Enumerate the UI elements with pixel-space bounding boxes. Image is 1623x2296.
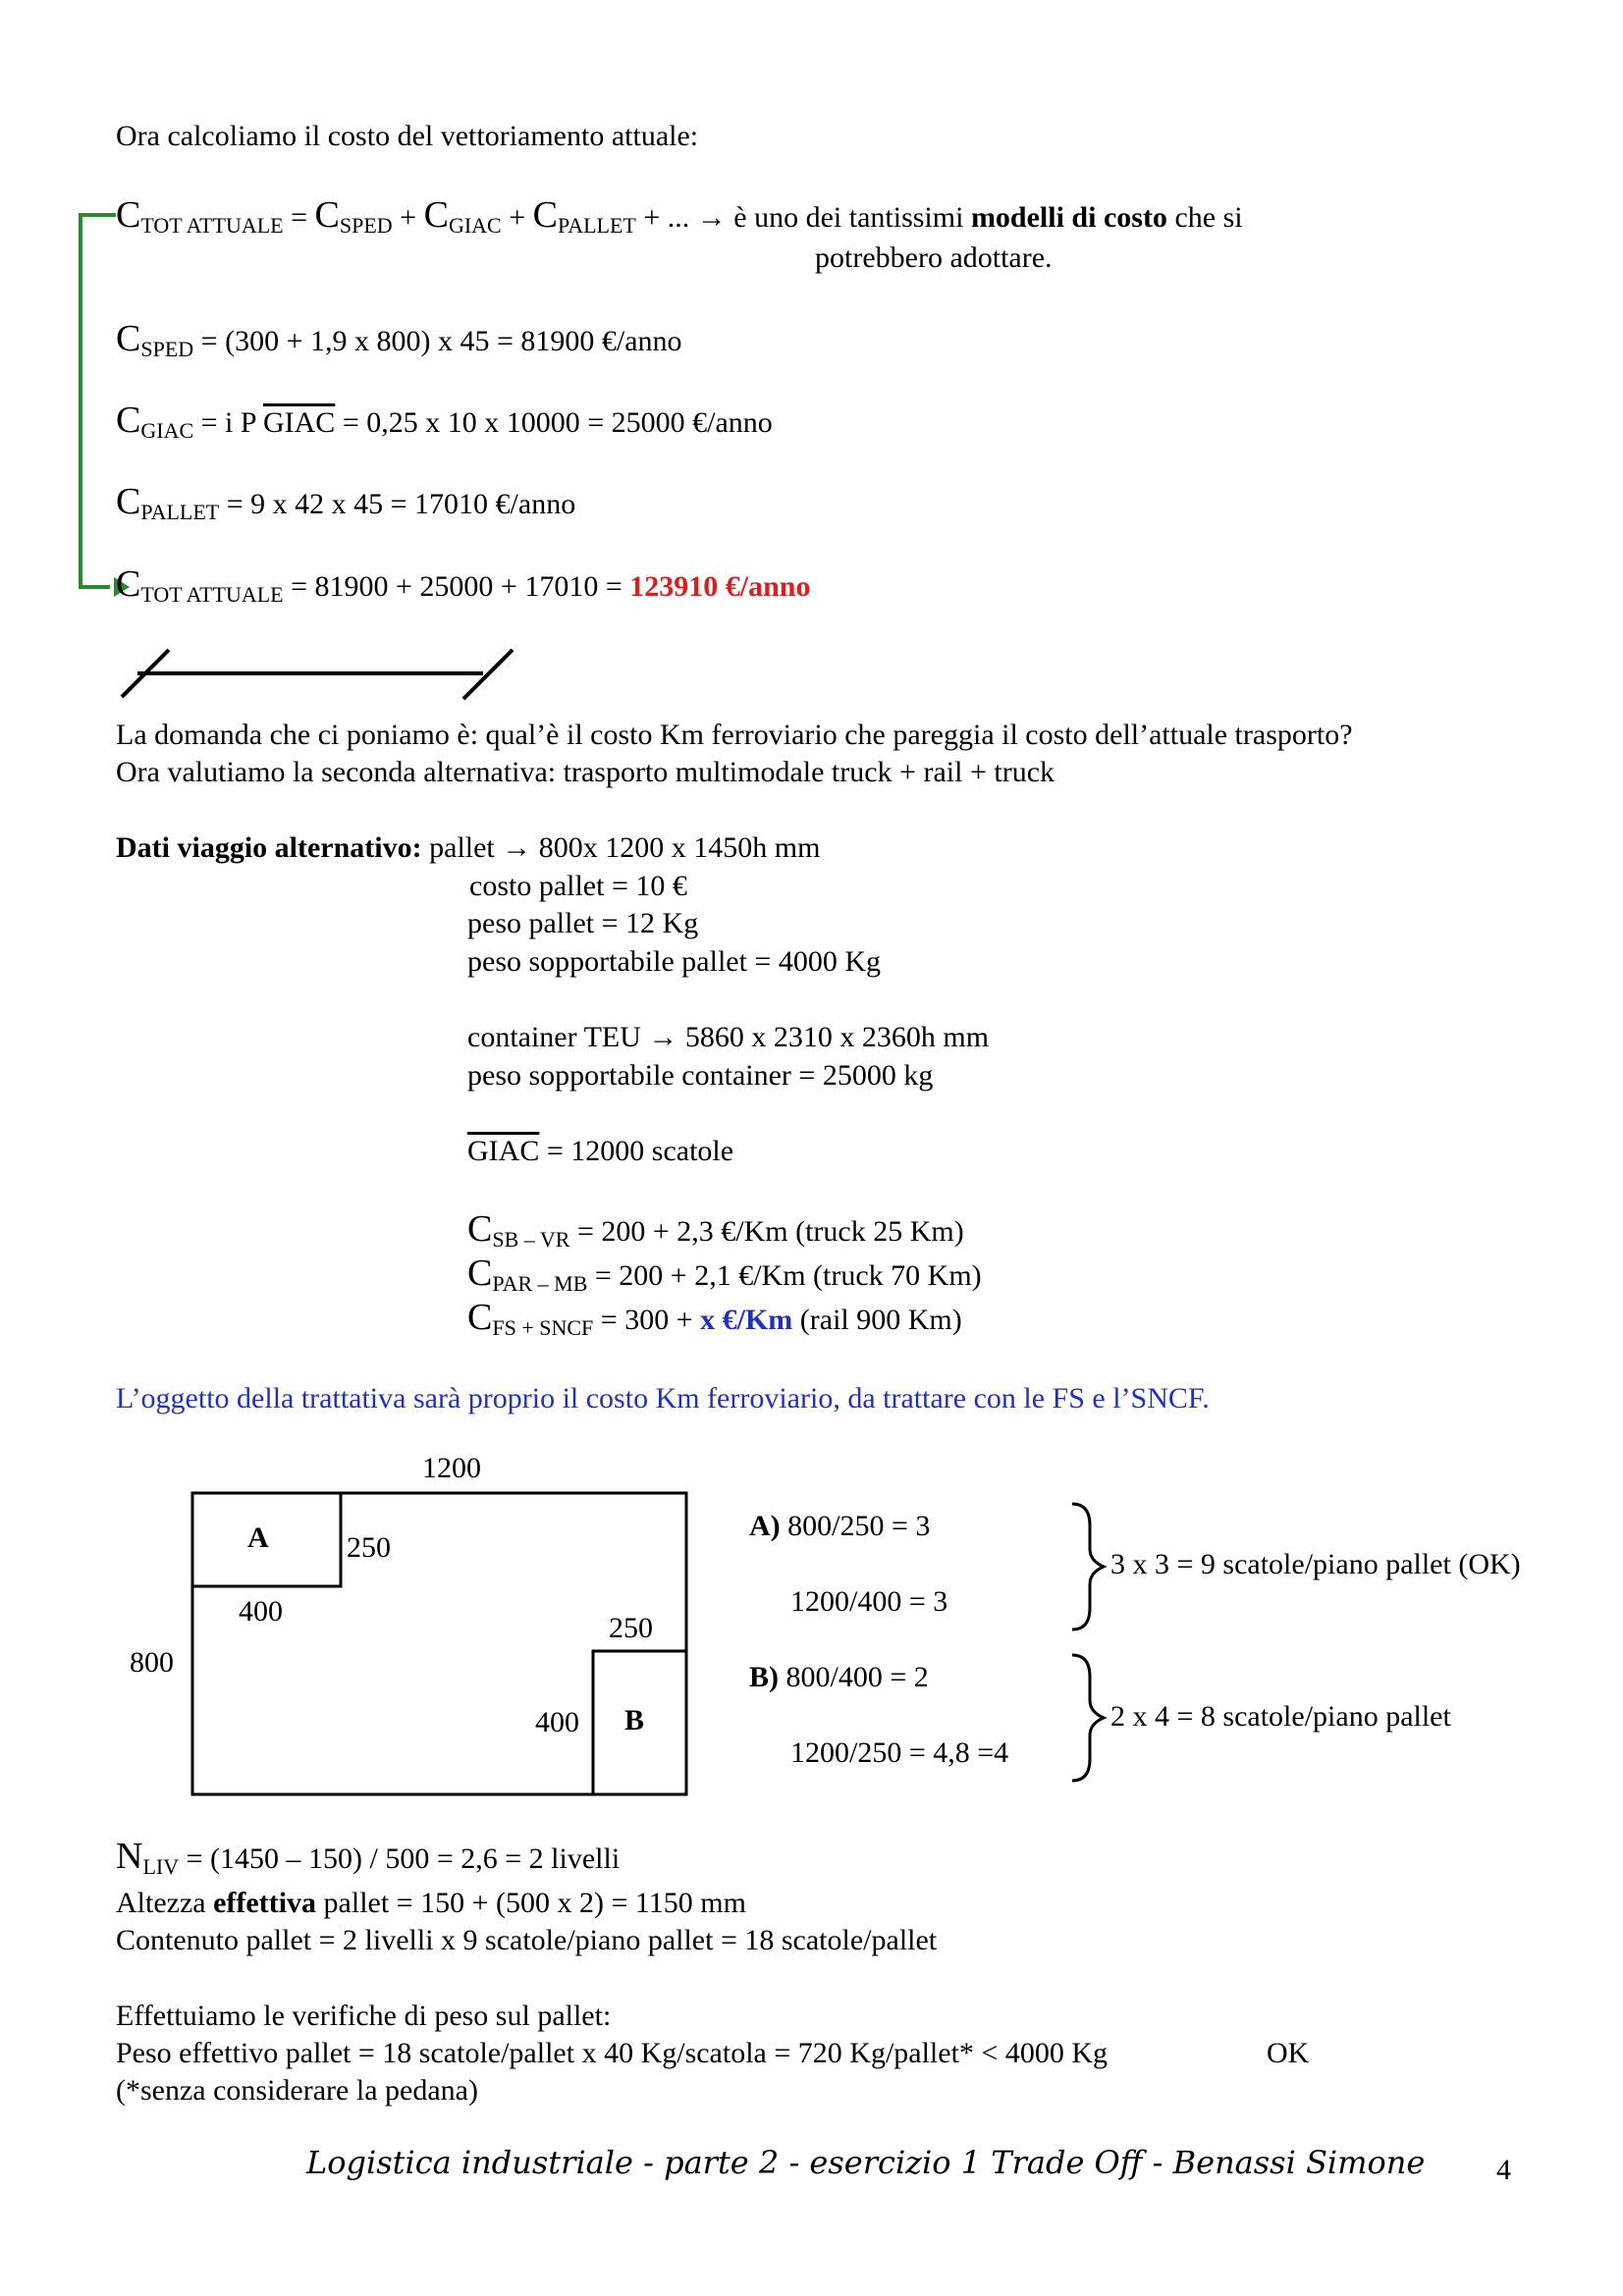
calc-a-line2: 1200/400 = 3 — [790, 1585, 948, 1618]
subscript: SPED — [339, 213, 393, 238]
c-symbol: C — [116, 563, 141, 605]
subscript: TOT ATTUALE — [140, 582, 284, 607]
question-text: La domanda che ci poniamo è: qual’è il costo Km ferroviario che pareggia il costo dell’attuale trasporto? — [116, 719, 1353, 751]
total-result: 123910 €/anno — [629, 570, 811, 603]
checks-intro: Effettuiamo le verifiche di peso sul pallet: — [116, 2000, 612, 2032]
formula-total-current — [116, 192, 1243, 240]
note-text: è uno dei tantissimi — [726, 201, 971, 234]
c-symbol: C — [116, 400, 141, 441]
pallet-text: pallet — [429, 831, 503, 864]
note-text: che si — [1166, 201, 1243, 234]
cost-rest: = 200 + 2,1 €/Km (truck 70 Km) — [587, 1259, 982, 1292]
height-post: pallet = 150 + (500 x 2) = 1150 mm — [316, 1887, 746, 1919]
container-text: container TEU — [467, 1021, 649, 1053]
subscript: LIV — [142, 1854, 180, 1879]
brace-b — [1072, 1655, 1104, 1781]
c-symbol: C — [467, 1253, 493, 1294]
formula-rest: = (300 + 1,9 x 800) x 45 = 81900 €/anno — [193, 325, 682, 357]
box-a-bottom-label: 400 — [239, 1595, 283, 1628]
container-dim: 5860 x 2310 x 2360h mm — [677, 1021, 990, 1053]
cost-rail — [467, 1295, 962, 1342]
alternative-text: Ora valutiamo la seconda alternativa: trasporto multimodale truck + rail + truck — [116, 756, 1055, 788]
formula-total-result — [116, 561, 811, 609]
cost-sb-vr — [467, 1206, 964, 1254]
subscript: SPED — [140, 337, 194, 361]
c-symbol: C — [116, 194, 141, 236]
separator-symbol — [122, 650, 513, 699]
height-line — [116, 1885, 746, 1922]
giac-value: = 12000 scatole — [539, 1135, 734, 1167]
subscript: PALLET — [558, 213, 636, 238]
n-symbol: N — [116, 1836, 143, 1877]
right-arrow-icon: → — [502, 831, 532, 864]
formula-giac — [116, 398, 773, 445]
trip-label: Dati viaggio alternativo: — [116, 831, 422, 864]
note-line2: potrebbero adottare. — [815, 241, 1053, 274]
formula-pallet — [116, 479, 575, 526]
cost-variable: x €/Km — [700, 1304, 793, 1336]
right-arrow-icon: → — [648, 1021, 678, 1053]
plus: + — [392, 201, 424, 234]
levels-rest: = (1450 – 150) / 500 = 2,6 = 2 livelli — [179, 1842, 621, 1875]
box-b-top-label: 250 — [609, 1612, 653, 1644]
cost-pre: = 300 + — [593, 1304, 701, 1336]
calc-b-line2: 1200/250 = 4,8 =4 — [790, 1736, 1009, 1769]
checks-line: Peso effettivo pallet = 18 scatole/pallet x 40 Kg/scatola = 720 Kg/pallet* < 4000 Kg — [116, 2037, 1108, 2069]
subscript: GIAC — [140, 418, 194, 443]
calc-a-line1 — [749, 1508, 930, 1545]
calc-a1: 800/250 = 3 — [780, 1510, 931, 1542]
giac-overline: GIAC — [467, 1135, 540, 1167]
calc-a-result: 3 x 3 = 9 scatole/piano pallet (OK) — [1110, 1548, 1521, 1580]
intro-text: Ora calcoliamo il costo del vettoriamento attuale: — [116, 120, 699, 152]
curly-braces — [1072, 1504, 1104, 1781]
height-bold: effettiva — [213, 1887, 317, 1919]
calc-b-result: 2 x 4 = 8 scatole/piano pallet — [1110, 1700, 1451, 1733]
ellipsis: + ... — [635, 201, 697, 234]
calc-a-label: A) — [749, 1510, 781, 1542]
c-symbol: C — [116, 318, 141, 359]
page-number: 4 — [1496, 2154, 1511, 2186]
pallet-dim: 800x 1200 x 1450h mm — [531, 831, 821, 864]
height-pre: Altezza — [116, 1887, 214, 1919]
equals: = — [283, 201, 315, 234]
negotiation-text: L’oggetto della trattativa sarà proprio il costo Km ferroviario, da trattare con le FS e l’SNCF. — [116, 1382, 1210, 1415]
plus: + — [501, 201, 533, 234]
c-symbol: C — [467, 1297, 493, 1338]
container-weight: peso sopportabile container = 25000 kg — [467, 1059, 934, 1092]
box-b-label: B — [624, 1704, 645, 1736]
cost-rest: = 200 + 2,3 €/Km (truck 25 Km) — [569, 1215, 964, 1248]
box-a-side-label: 250 — [347, 1531, 391, 1564]
subscript: TOT ATTUALE — [140, 213, 284, 238]
c-symbol: C — [467, 1208, 493, 1250]
checks-note: (*senza considerare la pedana) — [116, 2074, 478, 2107]
right-arrow-icon: → — [696, 201, 727, 234]
pallet-max-weight: peso sopportabile pallet = 4000 Kg — [467, 945, 882, 978]
diagram-width-label: 1200 — [422, 1452, 481, 1484]
subscript: PAR – MB — [492, 1271, 588, 1296]
cost-par-mb — [467, 1251, 982, 1298]
calc-b-line1 — [749, 1659, 929, 1696]
formula-rest: = 0,25 x 10 x 10000 = 25000 €/anno — [335, 406, 773, 439]
content-line: Contenuto pallet = 2 livelli x 9 scatole/piano pallet = 18 scatole/pallet — [116, 1924, 938, 1956]
checks-ok: OK — [1267, 2037, 1310, 2069]
trip-label-line — [116, 829, 820, 867]
c-symbol: C — [314, 194, 340, 236]
subscript: PALLET — [140, 500, 220, 524]
pallet-weight: peso pallet = 12 Kg — [467, 907, 699, 939]
box-a-label: A — [247, 1522, 269, 1554]
subscript: FS + SNCF — [492, 1315, 594, 1340]
cost-post: (rail 900 Km) — [792, 1304, 962, 1336]
subscript: GIAC — [448, 213, 502, 238]
c-symbol: C — [532, 194, 559, 236]
container-line — [467, 1019, 989, 1056]
formula-rest: = 81900 + 25000 + 17010 = — [283, 570, 630, 603]
giac-overline: GIAC — [262, 406, 336, 439]
box-b-left-label: 400 — [535, 1706, 579, 1738]
c-symbol: C — [423, 194, 449, 236]
c-symbol: C — [116, 481, 141, 522]
calc-b1: 800/400 = 2 — [779, 1661, 929, 1693]
formula-sped — [116, 316, 682, 363]
note-bold: modelli di costo — [970, 201, 1167, 234]
formula-pre: = i P — [193, 406, 263, 439]
page-footer: Logistica industriale - parte 2 - esercizio 1 Trade Off - Benassi Simone — [306, 2144, 1426, 2181]
pallet-cost: costo pallet = 10 € — [469, 870, 687, 902]
levels-line — [116, 1834, 620, 1881]
subscript: SB – VR — [492, 1227, 570, 1252]
diagram-height-label: 800 — [130, 1646, 174, 1679]
brace-a — [1072, 1504, 1104, 1629]
formula-rest: = 9 x 42 x 45 = 17010 €/anno — [219, 488, 576, 520]
calc-b-label: B) — [749, 1661, 779, 1693]
giac-line — [467, 1133, 733, 1170]
